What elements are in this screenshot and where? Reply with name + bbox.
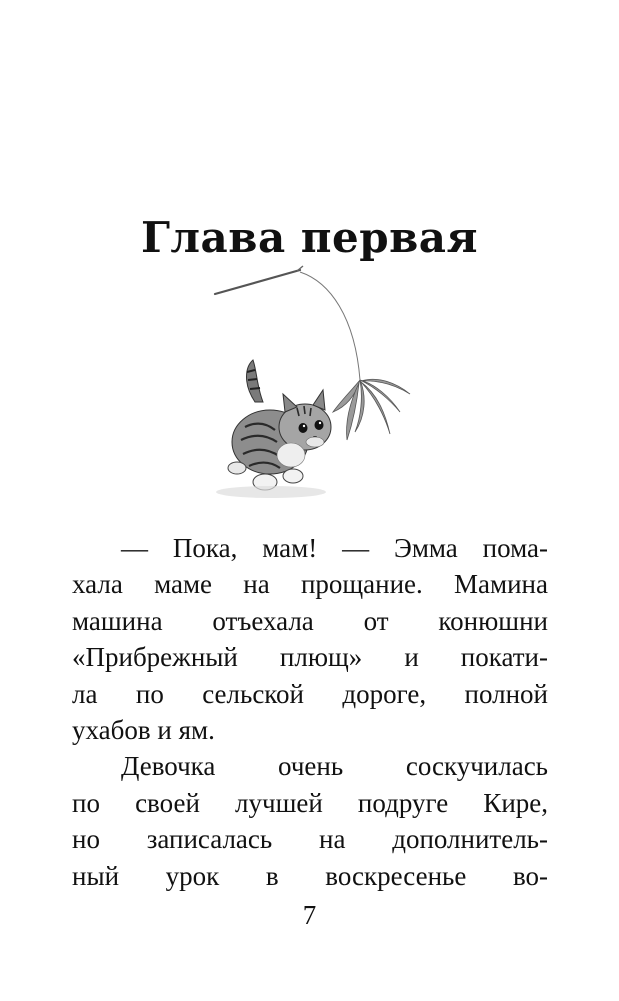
body-text bbox=[72, 530, 548, 894]
text-line: «Прибрежный плющ» и покати- bbox=[72, 642, 548, 673]
text-line: ухабов и ям. bbox=[72, 714, 215, 745]
chapter-title: Глава первая bbox=[140, 213, 479, 262]
paragraph-2 bbox=[72, 748, 548, 894]
text-line: по своей лучшей подруге Кире, bbox=[72, 787, 548, 818]
text-line: ла по сельской дороге, полной bbox=[72, 678, 548, 709]
text-line: Девочка очень соскучилась bbox=[121, 751, 548, 782]
kitten-playing-with-twig-illustration bbox=[205, 262, 420, 512]
paragraph-1 bbox=[72, 530, 548, 748]
text-line: — Пока, мам! — Эмма пома- bbox=[121, 533, 548, 563]
text-line: хала маме на прощание. Мамина bbox=[72, 569, 548, 600]
text-line: но записалась на дополнитель- bbox=[72, 824, 548, 855]
text-line: машина отъехала от конюшни bbox=[72, 605, 548, 636]
text-line: ный урок в воскресенье во- bbox=[72, 860, 548, 891]
page-number: 7 bbox=[302, 900, 317, 930]
